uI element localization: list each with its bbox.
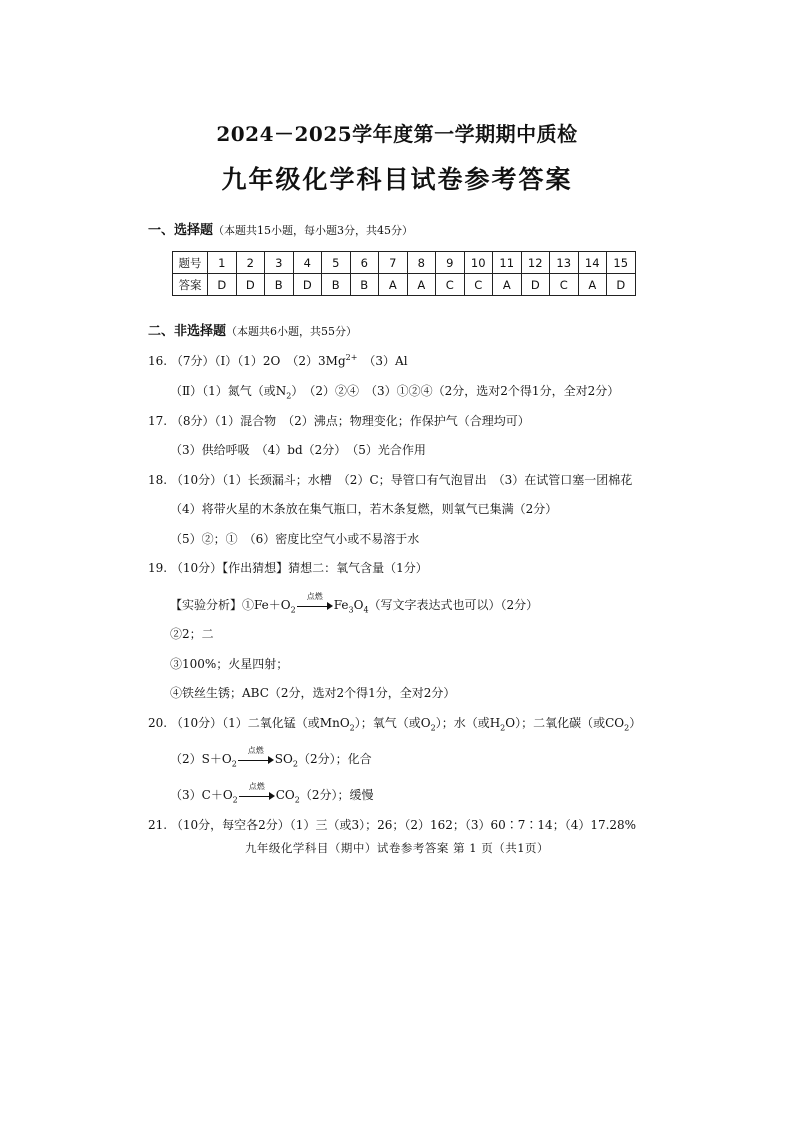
question-number: 6 bbox=[350, 252, 379, 274]
answer-table bbox=[172, 251, 636, 296]
q16-part3: （Ⅱ）（1）氮气（或N bbox=[170, 384, 287, 398]
answer-cell: A bbox=[493, 274, 522, 296]
question-number: 4 bbox=[293, 252, 322, 274]
question-number: 14 bbox=[578, 252, 607, 274]
question-number: 13 bbox=[550, 252, 579, 274]
q16-charge: 2+ bbox=[345, 353, 358, 362]
q18-line3: （5）②；① （6）密度比空气小或不易溶于水 bbox=[170, 532, 420, 546]
q20-text: 20. （10分）（1）二氧化锰（或MnO bbox=[148, 716, 350, 730]
question-number: 10 bbox=[464, 252, 493, 274]
q17-line2: （3）供给呼吸 （4）bd（2分） （5）光合作用 bbox=[170, 443, 426, 457]
q19-line2 bbox=[170, 591, 539, 615]
q19-line4: ③100%；火星四射； bbox=[170, 657, 289, 671]
question-number: 7 bbox=[379, 252, 408, 274]
question-number: 8 bbox=[407, 252, 436, 274]
q20-reactants: （3）C＋O bbox=[170, 788, 233, 802]
answer-cell: A bbox=[407, 274, 436, 296]
q19-product: Fe bbox=[333, 598, 349, 612]
answer-cell: A bbox=[578, 274, 607, 296]
answer-cell: B bbox=[265, 274, 294, 296]
question-number: 11 bbox=[493, 252, 522, 274]
q19-line1: 19. （10分）【作出猜想】猜想二：氧气含量（1分） bbox=[148, 561, 428, 575]
question-number: 9 bbox=[436, 252, 465, 274]
question-row-label: 题号 bbox=[173, 252, 208, 274]
answer-cell: B bbox=[322, 274, 351, 296]
reaction-condition: 点燃 bbox=[306, 591, 323, 601]
question-number: 3 bbox=[265, 252, 294, 274]
q21-line1: 21. （10分，每空各2分）（1）三（或3）；26；（2）162；（3）60∶7∶14；（4）17.28% bbox=[148, 818, 637, 832]
answer-cell: D bbox=[236, 274, 265, 296]
q16-subscript: 2 bbox=[286, 391, 292, 401]
section2-title: 二、非选择题 bbox=[148, 324, 227, 339]
reaction-arrow-icon bbox=[239, 781, 275, 801]
q20-text: O）；二氧化碳（或CO bbox=[505, 716, 625, 730]
q20-subscript: 2 bbox=[232, 795, 238, 805]
section1-heading bbox=[148, 219, 413, 238]
q20-text: ）；水（或H bbox=[435, 716, 501, 730]
q19-reactants: 【实验分析】①Fe＋O bbox=[170, 598, 291, 612]
question-number: 1 bbox=[208, 252, 237, 274]
q20-note: （2分）；化合 bbox=[297, 752, 372, 766]
reaction-condition: 点燃 bbox=[248, 781, 265, 791]
reaction-condition: 点燃 bbox=[247, 745, 264, 755]
reaction-arrow-icon bbox=[297, 591, 333, 611]
q20-subscript: 2 bbox=[624, 723, 630, 733]
q16-part1: 16. （7分）（Ⅰ）（1）2O （2）3Mg bbox=[148, 354, 346, 368]
q19-subscript: 4 bbox=[363, 605, 369, 615]
page-footer: 九年级化学科目（期中）试卷参考答案 第 1 页（共1页） bbox=[244, 841, 550, 855]
q20-subscript: 2 bbox=[349, 723, 355, 733]
reaction-arrow-icon bbox=[238, 745, 274, 765]
q20-product: SO bbox=[274, 752, 293, 766]
question-number: 15 bbox=[607, 252, 636, 274]
answer-row bbox=[173, 274, 636, 296]
exam-period-title: 2024－2025学年度第一学期期中质检 bbox=[216, 122, 578, 146]
question-number-row bbox=[173, 252, 636, 274]
q20-text: ）；氧气（或O bbox=[354, 716, 431, 730]
question-number: 12 bbox=[521, 252, 550, 274]
section2-note: （本题共6小题，共55分） bbox=[226, 325, 358, 338]
answer-cell: D bbox=[607, 274, 636, 296]
answer-cell: A bbox=[379, 274, 408, 296]
answer-cell: B bbox=[350, 274, 379, 296]
q20-subscript: 2 bbox=[430, 723, 436, 733]
answer-cell: D bbox=[521, 274, 550, 296]
section1-title: 一、选择题 bbox=[148, 223, 214, 238]
q20-line2 bbox=[170, 745, 372, 769]
question-number: 2 bbox=[236, 252, 265, 274]
q20-note: （2分）；缓慢 bbox=[299, 788, 374, 802]
q17-line1: 17. （8分）（1）混合物 （2）沸点；物理变化；作保护气（合理均可） bbox=[148, 414, 530, 428]
q16-part4: ） （2）②④ （3）①②④（2分，选对2个得1分，全对2分） bbox=[291, 384, 620, 398]
q20-product: CO bbox=[275, 788, 295, 802]
q16-line1 bbox=[148, 353, 408, 369]
q18-line2: （4）将带火星的木条放在集气瓶口，若木条复燃，则氧气已集满（2分） bbox=[170, 502, 558, 516]
q20-subscript: 2 bbox=[292, 759, 298, 769]
answer-cell: D bbox=[208, 274, 237, 296]
q20-text: ） bbox=[629, 716, 642, 730]
answer-cell: D bbox=[293, 274, 322, 296]
answer-cell: C bbox=[436, 274, 465, 296]
answer-row-label: 答案 bbox=[173, 274, 208, 296]
q16-part2: （3）Al bbox=[357, 354, 408, 368]
q20-subscript: 2 bbox=[500, 723, 506, 733]
q20-line3 bbox=[170, 781, 374, 805]
q19-subscript: 2 bbox=[290, 605, 296, 615]
q16-line2 bbox=[170, 383, 619, 399]
q20-reactants: （2）S＋O bbox=[170, 752, 232, 766]
q20-line1 bbox=[148, 715, 641, 731]
section1-note: （本题共15小题，每小题3分，共45分） bbox=[213, 224, 414, 237]
answer-cell: C bbox=[464, 274, 493, 296]
q19-note: （写文字表达式也可以）（2分） bbox=[368, 598, 539, 612]
q20-subscript: 2 bbox=[294, 795, 300, 805]
q19-subscript: 3 bbox=[348, 605, 354, 615]
answer-cell: C bbox=[550, 274, 579, 296]
q19-line3: ②2；二 bbox=[170, 627, 214, 641]
q20-subscript: 2 bbox=[231, 759, 237, 769]
document-title: 九年级化学科目试卷参考答案 bbox=[221, 165, 573, 194]
section2-heading bbox=[148, 320, 357, 339]
q19-product: O bbox=[353, 598, 364, 612]
q19-line5: ④铁丝生锈；ABC（2分，选对2个得1分，全对2分） bbox=[170, 686, 456, 700]
question-number: 5 bbox=[322, 252, 351, 274]
q18-line1: 18. （10分）（1）长颈漏斗；水槽 （2）C；导管口有气泡冒出 （3）在试管口塞一团棉花 bbox=[148, 473, 633, 487]
